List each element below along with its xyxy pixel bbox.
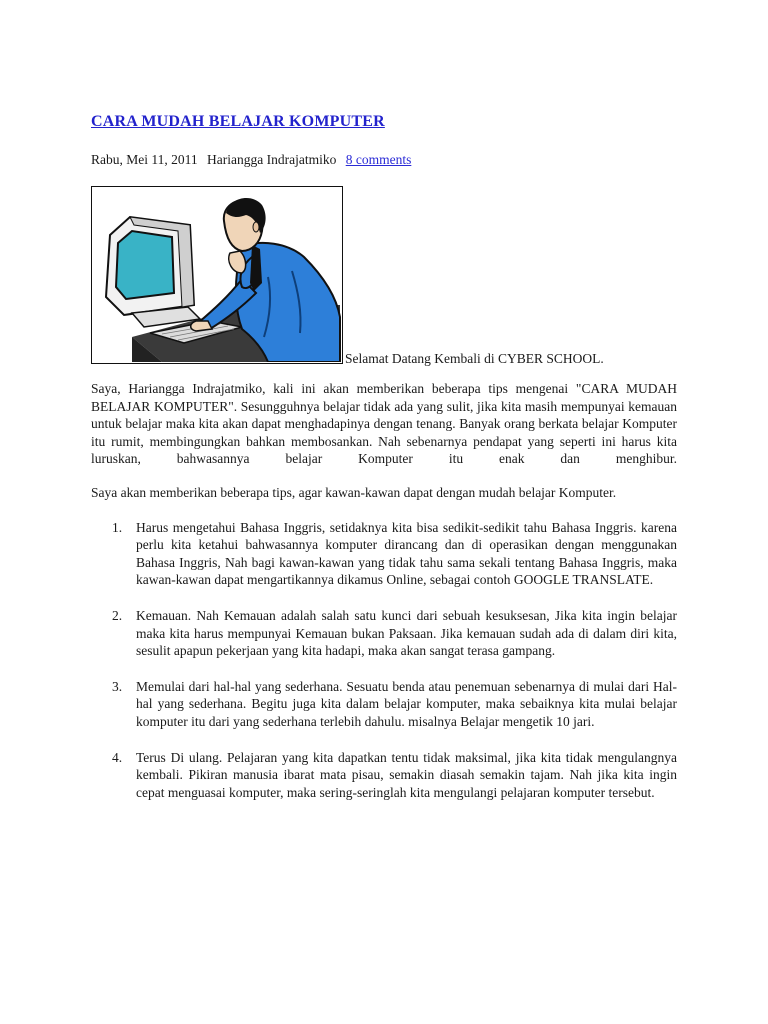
list-item: [91, 607, 677, 660]
man-at-computer-icon: [92, 187, 341, 362]
welcome-text: Selamat Datang Kembali di CYBER SCHOOL.: [345, 351, 604, 366]
post-date: Rabu, Mei 11, 2011: [91, 152, 198, 167]
list-item: [91, 519, 677, 589]
figure-row: [91, 186, 677, 364]
list-item: [91, 678, 677, 731]
post-meta: [91, 151, 677, 169]
tips-intro: Saya akan memberikan beberapa tips, agar kawan-kawan dapat dengan mudah belajar Komputer.: [91, 484, 617, 500]
blog-post: [91, 112, 677, 819]
post-title[interactable]: CARA MUDAH BELAJAR KOMPUTER: [91, 113, 385, 130]
list-text: Memulai dari hal-hal yang sederhana. Sesuatu benda atau penemuan sebenarnya di mulai dari Hal-hal yang sederhana. Begitu juga kita dalam belajar komputer, maka sebaiknya kita mulai belajar komputer itu dari yang sederhana terlebih dahulu. misalnya Belajar mengetik 10 jari.: [136, 678, 677, 729]
list-text: Kemauan. Nah Kemauan adalah salah satu kunci dari sebuah kesuksesan, Jika kita ingin belajar maka kita harus mempunyai Kemauan bukan Paksaan. Jika kemauan sudah ada di dalam diri kita, sesulit apapun pekerjaan yang kita hadapi, maka akan sangat terasa gampang.: [136, 607, 677, 659]
list-text: Harus mengetahui Bahasa Inggris, setidaknya kita bisa sedikit-sedikit tahu Bahasa Inggris. karena perlu kita ketahui bahwasannya komputer dirancang dan di operasikan dengan menggunakan Bahasa Inggris, Nah bagi kawan-kawan yang tidak tahu sama sekali tentang Bahasa Inggris, maka kawan-kawan dapat mengartikannya dikamus Online, sebagai contoh GOOGLE TRANSLATE.: [136, 519, 677, 588]
comments-link[interactable]: 8 comments: [345, 152, 412, 167]
intro-paragraph: Saya, Hariangga Indrajatmiko, kali ini akan memberikan beberapa tips mengenai "CARA MUDAH BELAJAR KOMPUTER". Sesungguhnya belajar tidak ada yang sulit, jika kita masih mempunyai kemauan untuk belajar maka kita akan dapat menghadapinya dengan tenang. Banyak orang berkata belajar Komputer itu rumit, membingungkan bahkan membosankan. Nah sebenarnya pendapat yang seperti ini harus kita luruskan, bahwasannya belajar Komputer itu enak dan menghibur.: [91, 381, 677, 467]
list-number: 1.: [112, 519, 123, 535]
list-number: 4.: [112, 749, 123, 765]
post-author: Hariangga Indrajatmiko: [207, 152, 337, 167]
list-number: 3.: [112, 678, 123, 694]
list-number: 2.: [112, 607, 123, 623]
tips-list: [91, 519, 677, 802]
man-at-computer-illustration: [91, 186, 343, 364]
list-text: Terus Di ulang. Pelajaran yang kita dapatkan tentu tidak maksimal, jika kita tidak mengulangnya kembali. Pikiran manusia ibarat mata pisau, semakin diasah semakin tajam. Nah jika kita ingin cepat menguasai komputer, maka sering-seringlah kita mengulangi pelajaran komputer tersebut.: [136, 749, 677, 800]
list-item: [91, 749, 677, 802]
